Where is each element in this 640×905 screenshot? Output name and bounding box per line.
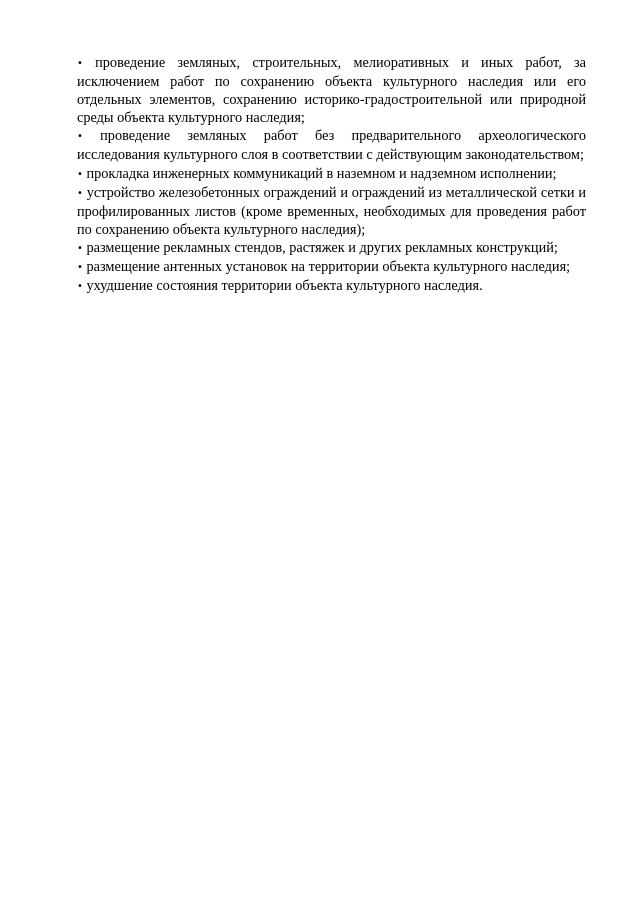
bullet-icon: •	[77, 281, 83, 293]
list-item	[77, 184, 586, 239]
bullet-icon: •	[77, 187, 83, 199]
list-item	[77, 165, 586, 184]
list-item	[77, 258, 586, 277]
list-item	[77, 127, 586, 164]
list-item-text: размещение антенных установок на территории объекта культурного наследия;	[86, 259, 571, 276]
list-item	[77, 54, 586, 127]
bullet-icon: •	[77, 262, 83, 274]
list-item	[77, 277, 586, 296]
bullet-icon: •	[77, 168, 83, 180]
list-item-text: проведение земляных работ без предварительного археологического исследования культурного слоя в соответствии с действующим законодательством;	[77, 128, 586, 164]
list-item-text: устройство железобетонных ограждений и ограждений из металлической сетки и профилированных листов (кроме временных, необходимых для проведения работ по сохранению объекта культурного наследия);	[77, 184, 587, 238]
bullet-icon: •	[77, 242, 83, 254]
bullet-icon: •	[77, 131, 83, 143]
bullet-icon: •	[77, 58, 83, 69]
list-item-text: прокладка инженерных коммуникаций в наземном и надземном исполнении;	[86, 165, 557, 182]
list-item-text: ухудшение состояния территории объекта культурного наследия.	[86, 278, 483, 295]
list-item	[77, 239, 586, 258]
list-item-text: проведение земляных, строительных, мелиоративных и иных работ, за исключением работ по сохранению объекта культурного наследия или его отдельных элементов, сохранению историко-градостроительной или природной среды объекта культурного наследия;	[77, 55, 586, 127]
list-item-text: размещение рекламных стендов, растяжек и других рекламных конструкций;	[86, 239, 558, 256]
restrictions-list	[77, 54, 586, 296]
